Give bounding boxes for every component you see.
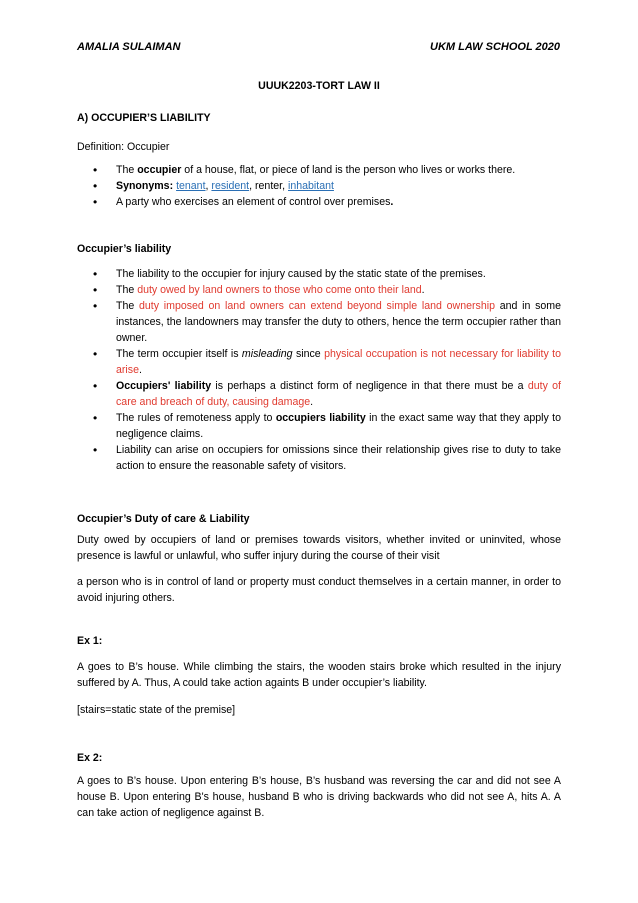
list-item: • The rules of remoteness apply to occupiers liability in the exact same way that they apply to negligence claims. bbox=[77, 410, 561, 442]
example-1-note: [stairs=static state of the premise] bbox=[77, 704, 236, 716]
inhabitant-link[interactable]: inhabitant bbox=[288, 180, 334, 192]
header-school: UKM LAW SCHOOL 2020 bbox=[430, 41, 560, 53]
list-item: • A party who exercises an element of control over premises. bbox=[77, 194, 561, 210]
list-item: • The term occupier itself is misleading since physical occupation is not necessary for liability to arise. bbox=[77, 346, 561, 378]
duty-paragraph-2: a person who is in control of land or property must conduct themselves in a certain manner, in order to avoid injuring others. bbox=[77, 576, 561, 604]
example-1-paragraph: A goes to B’s house. While climbing the stairs, the wooden stairs broke which resulted in the injury suffered by A. Thus, A could take action againts B under occupier’s liability. bbox=[77, 661, 561, 689]
liability-list bbox=[77, 266, 561, 474]
example-2-paragraph: A goes to B’s house. Upon entering B’s house, B’s husband was reversing the car and did not see A house B. Upon entering B's house, husband B who is driving backwards who did not see A, hits A. A can take action of negligence against B. bbox=[77, 775, 561, 819]
list-item: • Synonyms: tenant, resident, renter, inhabitant bbox=[77, 178, 561, 194]
definition-list bbox=[77, 162, 561, 210]
duty-heading: Occupier’s Duty of care & Liability bbox=[77, 513, 250, 525]
doc-title: UUUK2203-TORT LAW II bbox=[258, 80, 380, 92]
list-item: • The liability to the occupier for injury caused by the static state of the premises. bbox=[77, 266, 561, 282]
list-item: • The occupier of a house, flat, or piece of land is the person who lives or works there. bbox=[77, 162, 561, 178]
example-1-heading: Ex 1: bbox=[77, 635, 103, 647]
example-2-heading: Ex 2: bbox=[77, 752, 103, 764]
list-item: • The duty owed by land owners to those who come onto their land. bbox=[77, 282, 561, 298]
header-author: AMALIA SULAIMAN bbox=[77, 41, 181, 53]
section-a-heading: A) OCCUPIER’S LIABILITY bbox=[77, 112, 211, 124]
definition-label: Definition: Occupier bbox=[77, 141, 170, 153]
list-item: • The duty imposed on land owners can extend beyond simple land ownership and in some instances, the landowners may transfer the duty to others, hence the term occupier rather than owner. bbox=[77, 298, 561, 346]
resident-link[interactable]: resident bbox=[211, 180, 250, 192]
list-item: • Liability can arise on occupiers for omissions since their relationship gives rise to duty to take action to ensure the reasonable safety of visitors. bbox=[77, 442, 561, 474]
duty-paragraph-1: Duty owed by occupiers of land or premises towards visitors, whether invited or uninvited, whose presence is lawful or unlawful, who suffer injury during the course of their visit bbox=[77, 534, 561, 562]
tenant-link[interactable]: tenant bbox=[176, 180, 206, 192]
liability-heading: Occupier’s liability bbox=[77, 243, 172, 255]
list-item: • Occupiers' liability is perhaps a distinct form of negligence in that there must be a duty of care and breach of duty, causing damage. bbox=[77, 378, 561, 410]
